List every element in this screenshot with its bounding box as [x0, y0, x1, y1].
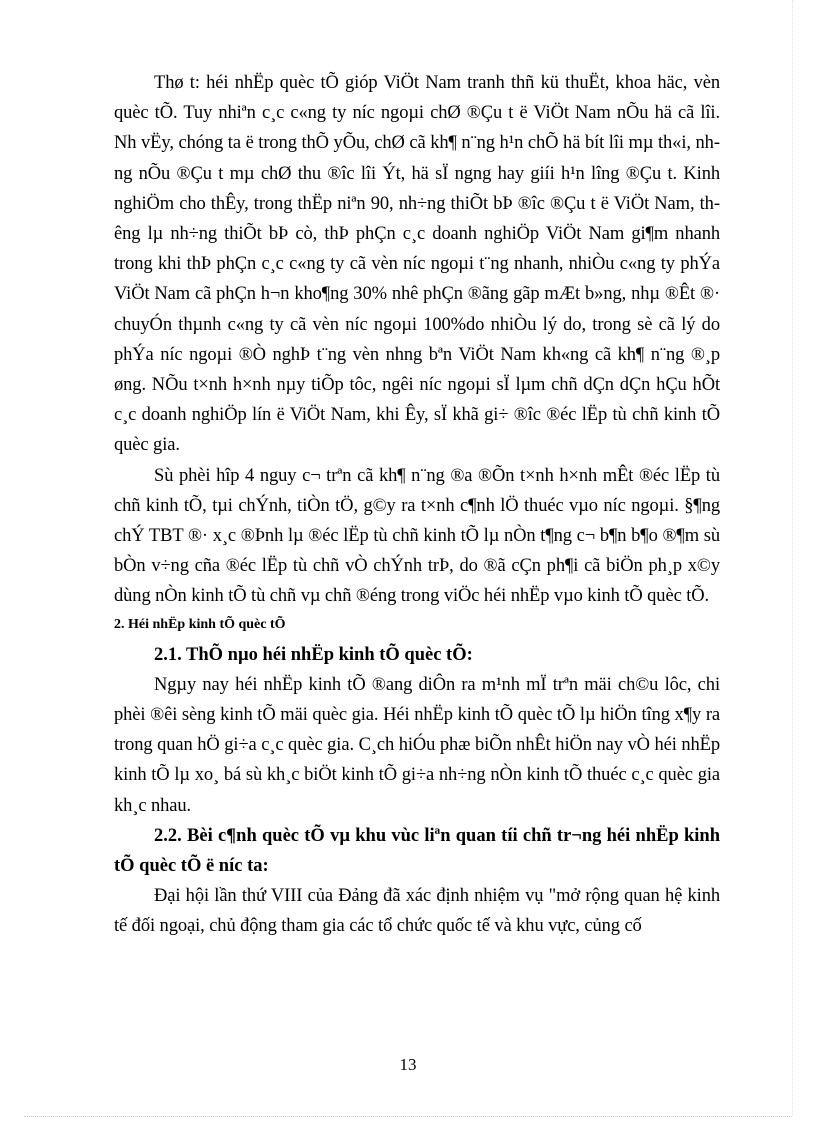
sub-heading-2-1: 2.1. ThÕ nµo héi nhËp kinh tÕ quèc tÕ: [154, 644, 473, 665]
page-bottom-border [24, 1116, 792, 1117]
page-body [114, 68, 720, 942]
sub-heading-2-2: 2.2. Bèi c¶nh quèc tÕ vµ khu vùc liªn quan tíi chñ tr¬ng héi nhËp kinh tÕ quèc tÕ ë níc ta: [114, 825, 720, 877]
body-paragraph-4: Đại hội lần thứ VIII của Đảng đã xác định nhiệm vụ "mở rộng quan hệ kinh tế đối ngoại, chủ động tham gia các tổ chức quốc tế và khu vực, củng cố [114, 886, 720, 937]
body-paragraph-1: Thø t: héi nhËp quèc tÕ gióp ViÖt Nam tranh thñ kü thuËt, khoa häc, vèn quèc tÕ. Tuy nhiªn c¸c c«ng ty níc ngoµi chØ ®Çu t ë ViÖt Nam nÕu hä cã lîi. Nh vËy, chóng ta ë trong thÕ yÕu, chØ cã kh¶ n¨ng h¹n chÕ hä bít lîi mµ th«i, nhng nÕu ®Çu t mµ chØ thu ®îc lîi Ýt, hä sÏ ngng hay giíi h¹n lîng ®Çu t. Kinh nghiÖm cho thÊy, trong thËp niªn 90, nh÷ng thiÕt bÞ ®îc ®Çu t ë ViÖt Nam, thêng lµ nh÷ng thiÕt bÞ cò, thÞ phÇn c¸c doanh nghiÖp ViÖt Nam gi¶m nhanh trong khi thÞ phÇn c¸c c«ng ty cã vèn níc ngoµi t¨ng nhanh, nhiÒu c«ng ty phÝa ViÖt Nam cã phÇn h¬n kho¶ng 30% nhê phÇn ®ãng gãp mÆt b»ng, nhµ ®Êt ®· chuyÓn thµnh c«ng ty cã vèn níc ngoµi 100%do nhiÒu lý do, trong sè cã lý do phÝa níc ngoµi ®Ò nghÞ t¨ng vèn nhng bªn ViÖt Nam kh«ng cã kh¶ n¨ng ®¸p øng. NÕu t×nh h×nh nµy tiÕp tôc, ngêi níc ngoµi sÏ lµm chñ dÇn dÇn hÇu hÕt c¸c doanh nghiÖp lín ë ViÖt Nam, khi Êy, sÏ khã gi÷ ®îc ®éc lËp tù chñ kinh tÕ quèc gia. [114, 73, 720, 456]
page-right-border [792, 0, 793, 1116]
page-number: 13 [399, 1055, 417, 1074]
body-paragraph-3: Ngµy nay héi nhËp kinh tÕ ®ang diÔn ra m¹nh mÏ trªn mäi ch©u lôc, chi phèi ®êi sèng kinh tÕ mäi quèc gia. Héi nhËp kinh tÕ quèc tÕ lµ hiÖn tîng x¶y ra trong quan hÖ gi÷a c¸c quèc gia. C¸ch hiÓu phæ biÕn nhÊt hiÖn nay vÒ héi nhËp kinh tÕ lµ xo¸ bá sù kh¸c biÖt kinh tÕ gi÷a nh÷ng nÒn kinh tÕ thuéc c¸c quèc gia kh¸c nhau. [114, 674, 720, 816]
body-paragraph-2: Sù phèi hîp 4 nguy c¬ trªn cã kh¶ n¨ng ®a ®Õn t×nh h×nh mÊt ®éc lËp tù chñ kinh tÕ, tµi chÝnh, tiÒn tÖ, g©y ra t×nh c¶nh lÖ thuéc vµo níc ngoµi. §¶ng chÝ TBT ®· x¸c ®Þnh lµ ®éc lËp tù chñ kinh tÕ lµ nÒn t¶ng c¬ b¶n b¶o ®¶m sù bÒn v÷ng cña ®éc lËp tù chñ vÒ chÝnh trÞ, do ®ã cÇn ph¶i cã biÖn ph¸p x©y dùng nÒn kinh tÕ tù chñ vµ chñ ®éng trong viÖc héi nhËp vµo kinh tÕ quèc tÕ. [114, 465, 720, 607]
section-heading: 2. Héi nhËp kinh tÕ quèc tÕ [114, 616, 286, 632]
